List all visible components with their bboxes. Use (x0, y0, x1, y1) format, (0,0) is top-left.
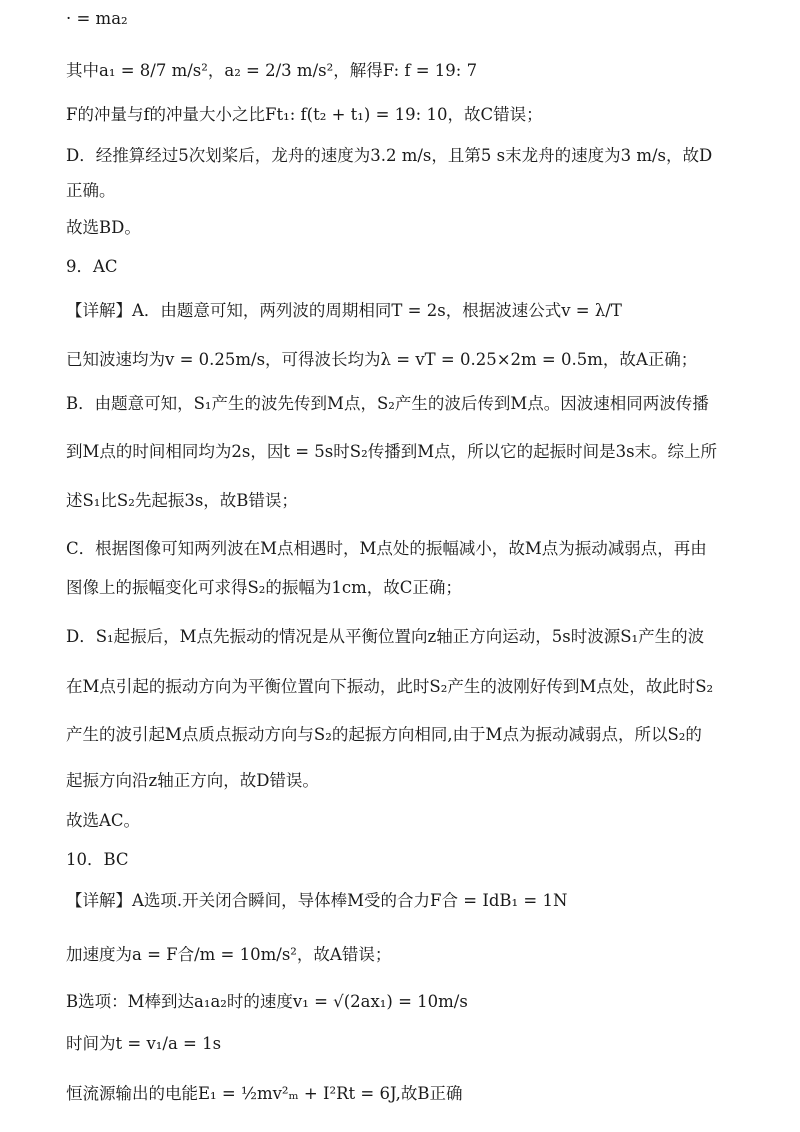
text-line-8: 【详解】A．由题意可知，两列波的周期相同T = 2s，根据波速公式v = λ/T (66, 301, 622, 320)
text-line-12: 述S₁比S₂先起振3s，故B错误； (66, 491, 298, 510)
text-line-2: 其中a₁ = 8/7 m/s²，a₂ = 2/3 m/s²，解得F: f = 19: 7 (66, 61, 478, 80)
text-line-25: 恒流源输出的电能E₁ = ½mv²ₘ + I²Rt = 6J,故B正确 (66, 1084, 463, 1103)
text-line-6: 故选BD。 (66, 218, 141, 237)
text-line-9: 已知波速均为v = 0.25m/s，可得波长均为λ = vT = 0.25×2m = 0.5m，故A正确； (66, 350, 698, 369)
text-line-13: C．根据图像可知两列波在M点相遇时，M点处的振幅减小，故M点为振动减弱点，再由 (66, 539, 707, 558)
text-line-10: B．由题意可知，S₁产生的波先传到M点，S₂产生的波后传到M点。因波速相同两波传播 (66, 394, 709, 413)
text-line-21: 【详解】A选项.开关闭合瞬间，导体棒M受的合力F合 = IdB₁ = 1N (66, 891, 568, 910)
text-line-19: 故选AC。 (66, 811, 141, 830)
text-line-17: 产生的波引起M点质点振动方向与S₂的起振方向相同,由于M点为振动减弱点，所以S₂的 (66, 725, 702, 744)
text-line-11: 到M点的时间相同均为2s，因t = 5s时S₂传播到M点，所以它的起振时间是3s末。综上所 (66, 442, 718, 461)
text-line-24: 时间为t = v₁/a = 1s (66, 1034, 222, 1053)
text-line-15: D．S₁起振后，M点先振动的情况是从平衡位置向z轴正方向运动，5s时波源S₁产生的波 (66, 627, 705, 646)
text-line-23: B选项：M棒到达a₁a₂时的速度v₁ = √(2ax₁) = 10m/s (66, 992, 468, 1011)
text-line-1: · = ma₂ (66, 9, 128, 28)
text-line-18: 起振方向沿z轴正方向，故D错误。 (66, 771, 319, 790)
text-line-3: F的冲量与f的冲量大小之比Ft₁: f(t₂ + t₁) = 19: 10，故C错误； (66, 105, 543, 124)
text-line-14: 图像上的振幅变化可求得S₂的振幅为1cm，故C正确； (66, 578, 462, 597)
question-9-answer: 9．AC (66, 257, 118, 276)
text-line-22: 加速度为a = F合/m = 10m/s²，故A错误； (66, 945, 392, 964)
text-line-5: 正确。 (66, 181, 116, 200)
text-line-16: 在M点引起的振动方向为平衡位置向下振动，此时S₂产生的波刚好传到M点处，故此时S₂ (66, 677, 714, 696)
question-10-answer: 10．BC (66, 850, 129, 869)
text-line-4: D．经推算经过5次划桨后，龙舟的速度为3.2 m/s，且第5 s末龙舟的速度为3 m/s，故D (66, 146, 713, 165)
